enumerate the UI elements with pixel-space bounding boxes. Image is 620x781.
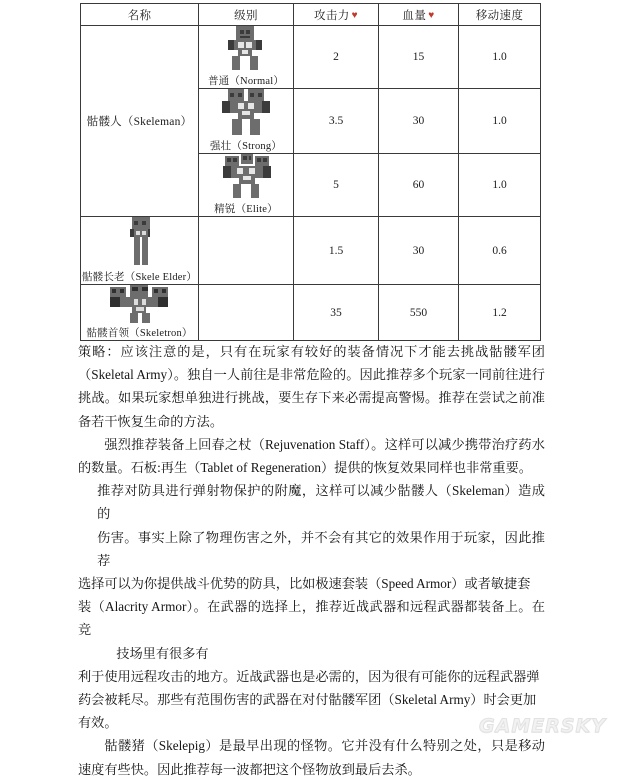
attack-value: 1.5 [294, 217, 379, 285]
paragraph-strategy: 策略：应该注意的是，只有在玩家有较好的装备情况下才能去挑战骷髅军团（Skeletal Army）。独自一人前往是非常危险的。因此推荐多个玩家一同前往进行挑战。如果玩家想单独进行挑战，要生存下来必需提高警惕。推荐在尝试之前准备若干恢复生命的方法。 [78, 344, 545, 429]
skeleman-normal-sprite [220, 26, 272, 70]
monster-stats-table [80, 3, 541, 341]
attack-value: 5 [294, 154, 379, 217]
article-body [78, 340, 545, 781]
skele-elder-sprite [126, 217, 154, 267]
monster-name-skeletron: 骷髅首领（Skeletron） [86, 328, 193, 339]
monster-cell-skeletron [81, 285, 199, 341]
grade-cell-empty [199, 217, 294, 285]
paragraph-armor-line-3: 选择可以为你提供战斗优势的防具，比如极速套装（Speed Armor）或者敏捷套 [78, 576, 531, 592]
hp-value: 30 [379, 217, 459, 285]
speed-value: 1.0 [459, 26, 541, 89]
grade-label: 强壮（Strong） [209, 141, 282, 152]
skeleton-elder-sprite-icon [126, 217, 154, 267]
monster-name-skeleman: 骷髅人（Skeleman） [81, 26, 199, 217]
table-row [81, 285, 541, 341]
header-grade: 级别 [199, 4, 294, 26]
grade-cell-elite [199, 154, 294, 217]
paragraph-armor-line-8: 有效。 [78, 715, 118, 731]
skeletron-sprite [108, 285, 172, 323]
gamersky-watermark: GAMERSKY [479, 715, 606, 737]
heart-icon: ♥ [428, 9, 435, 21]
speed-value: 1.0 [459, 154, 541, 217]
monster-cell-skele-elder [81, 217, 199, 285]
paragraph-armor [78, 479, 545, 734]
header-name: 名称 [81, 4, 199, 26]
table-row [81, 217, 541, 285]
grade-label: 精锐（Elite） [214, 204, 278, 215]
skeleton-boss-sprite-icon [108, 285, 172, 323]
hp-value: 15 [379, 26, 459, 89]
header-hp-label: 血量 [402, 9, 427, 22]
monster-name-skele-elder: 骷髅长老（Skele Elder） [81, 272, 198, 283]
hp-value: 550 [379, 285, 459, 341]
paragraph-armor-line-4: 装（Alacrity Armor）。在武器的选择上，推荐近战武器和远程武器都装备上。在竞 [78, 599, 545, 638]
paragraph-armor-line-7: 药会被耗尽。那些有范围伤害的武器在对付骷髅军团（Skeletal Army）时会更加 [78, 692, 537, 708]
hp-value: 30 [379, 89, 459, 154]
table-header-row [81, 4, 541, 26]
table-row [81, 26, 541, 89]
paragraph-armor-line-1: 推荐对防具进行弹射物保护的附魔，这样可以减少骷髅人（Skeleman）造成 的 [97, 483, 545, 522]
paragraph-armor-line-5: 技场里有很多有 [116, 645, 209, 661]
paragraph-equipment: 强烈推荐装备上回春之杖（Rejuvenation Staff）。这样可以减少携带治疗药水的数量。石板:再生（Tablet of Regeneration）提供的恢复效果同样也非常重要。 [78, 436, 545, 476]
speed-value: 1.2 [459, 285, 541, 341]
header-speed: 移动速度 [459, 4, 541, 26]
attack-value: 2 [294, 26, 379, 89]
grade-cell-empty [199, 285, 294, 341]
speed-value: 1.0 [459, 89, 541, 154]
heart-icon: ♥ [351, 9, 359, 21]
speed-value: 0.6 [459, 217, 541, 285]
skeleton-elite-sprite-icon [217, 154, 275, 198]
skeleton-strong-sprite-icon [216, 89, 276, 135]
attack-value: 35 [294, 285, 379, 341]
hp-value: 60 [379, 154, 459, 217]
grade-cell-strong [199, 89, 294, 154]
paragraph-armor-line-6: 利于使用远程攻击的地方。近战武器也是必需的，因为很有可能你的远程武器弹 [78, 668, 540, 684]
skeleman-elite-sprite [217, 154, 275, 198]
grade-label: 普通（Normal） [207, 76, 285, 87]
header-attack-label: 攻击力 [313, 9, 350, 22]
skeleman-strong-sprite [216, 89, 276, 135]
grade-cell-normal [199, 26, 294, 89]
paragraph-armor-line-2: 伤害。事实上除了物理伤害之外，并不会有其它的效果作用于玩家，因此推荐 [97, 529, 545, 568]
header-attack [294, 4, 379, 26]
header-hp [379, 4, 459, 26]
paragraph-skelepig: 骷髅猪（Skelepig）是最早出现的怪物。它并没有什么特别之处，只是移动速度有些快。因此推荐每一波都把这个怪物放到最后去杀。 [78, 738, 545, 777]
attack-value: 3.5 [294, 89, 379, 154]
skeleton-sprite-icon [220, 26, 272, 70]
